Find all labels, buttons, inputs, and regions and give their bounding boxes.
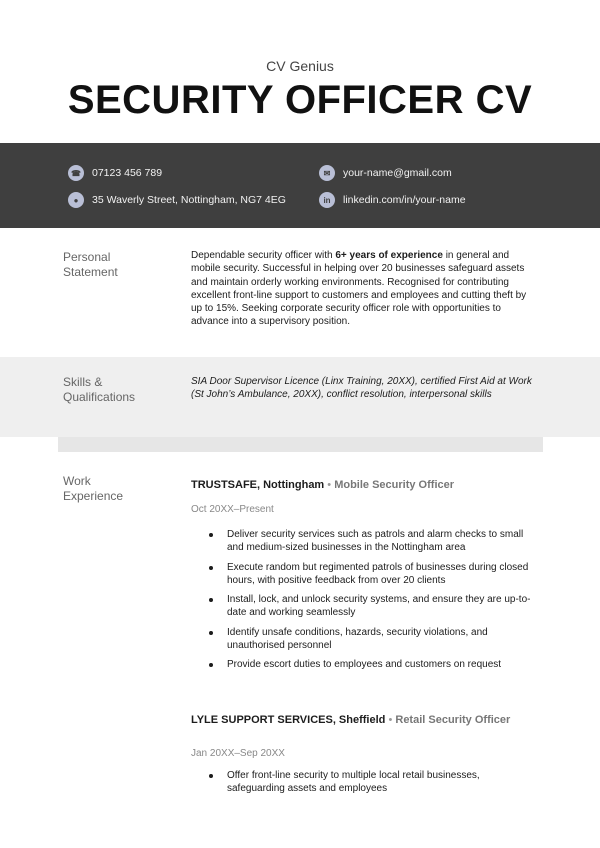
job-2-separator: • xyxy=(388,714,393,726)
contact-email[interactable] xyxy=(319,165,452,181)
list-item: Provide escort duties to employees and customers on request xyxy=(227,658,537,671)
list-item: Offer front-line security to multiple local retail businesses, safeguarding assets and employees xyxy=(227,769,537,796)
page-title: SECURITY OFFICER CV xyxy=(67,78,533,122)
job-2-heading xyxy=(191,713,511,727)
skills-band-edge xyxy=(58,437,543,452)
cv-brand: CV Genius xyxy=(266,58,334,74)
location-icon: ● xyxy=(68,192,84,208)
email-text[interactable]: your-name@gmail.com xyxy=(343,167,452,179)
skills-text: SIA Door Supervisor Licence (Linx Training, 20XX), certified First Aid at Work (St John’s Ambulance, 20XX), conflict resolution, interpersonal skills xyxy=(191,376,532,401)
job-1-role: Mobile Security Officer xyxy=(334,479,455,491)
work-label-line2: Experience xyxy=(63,489,124,503)
work-experience-label xyxy=(63,474,123,504)
job-1-company: TRUSTSAFE, Nottingham xyxy=(191,479,325,491)
personal-statement-label-line1: Personal xyxy=(63,250,111,264)
list-item: Deliver security services such as patrols and alarm checks to small and medium-sized businesses in the Nottingham area xyxy=(227,528,537,555)
job-1-bullets xyxy=(227,528,537,678)
job-1-separator: • xyxy=(327,479,332,491)
list-item: Install, lock, and unlock security systems, and ensure they are up-to-date and working seamlessly xyxy=(227,593,537,620)
linkedin-icon: in xyxy=(319,192,335,208)
personal-statement-text xyxy=(191,249,536,329)
job-1-heading xyxy=(191,478,536,492)
list-item: Identify unsafe conditions, hazards, security violations, and unauthorised personnel xyxy=(227,626,537,653)
skills-label-line2: Qualifications xyxy=(63,390,136,404)
address-text: 35 Waverly Street, Nottingham, NG7 4EG xyxy=(92,194,286,206)
skills-label-line1: Skills & xyxy=(63,375,103,389)
personal-statement-label-line2: Statement xyxy=(63,265,118,279)
statement-part1: Dependable security officer with xyxy=(191,250,336,261)
linkedin-text[interactable]: linkedin.com/in/your-name xyxy=(343,194,466,206)
contact-band xyxy=(0,143,600,228)
statement-part2: in general and mobile security. Successful in helping over 20 businesses safeguard assets and maintain orderly working environments. Recognised for contributing excellent front-line support to customers and employees and cutting theft by up to 15%. Seeking corporate security officer role with opportunities to advance into a supervisory position. xyxy=(191,250,527,328)
contact-address xyxy=(68,192,286,208)
phone-icon: ☎ xyxy=(68,165,84,181)
list-item: Execute random but regimented patrols of businesses during closed hours, with positive feedback from over 20 clients xyxy=(227,561,537,588)
job-1-dates: Oct 20XX–Present xyxy=(191,504,274,515)
job-2-company: LYLE SUPPORT SERVICES, Sheffield xyxy=(191,714,386,726)
skills-label xyxy=(63,375,135,405)
statement-bold: 6+ years of experience xyxy=(335,250,443,261)
personal-statement-label xyxy=(63,250,118,280)
contact-phone xyxy=(68,165,162,181)
work-label-line1: Work xyxy=(63,474,91,488)
job-2-role: Retail Security Officer xyxy=(395,714,511,726)
job-2-dates: Jan 20XX–Sep 20XX xyxy=(191,748,285,759)
phone-text: 07123 456 789 xyxy=(92,167,163,179)
job-2-bullets xyxy=(227,769,537,802)
email-icon: ✉ xyxy=(319,165,335,181)
contact-linkedin[interactable] xyxy=(319,192,466,208)
